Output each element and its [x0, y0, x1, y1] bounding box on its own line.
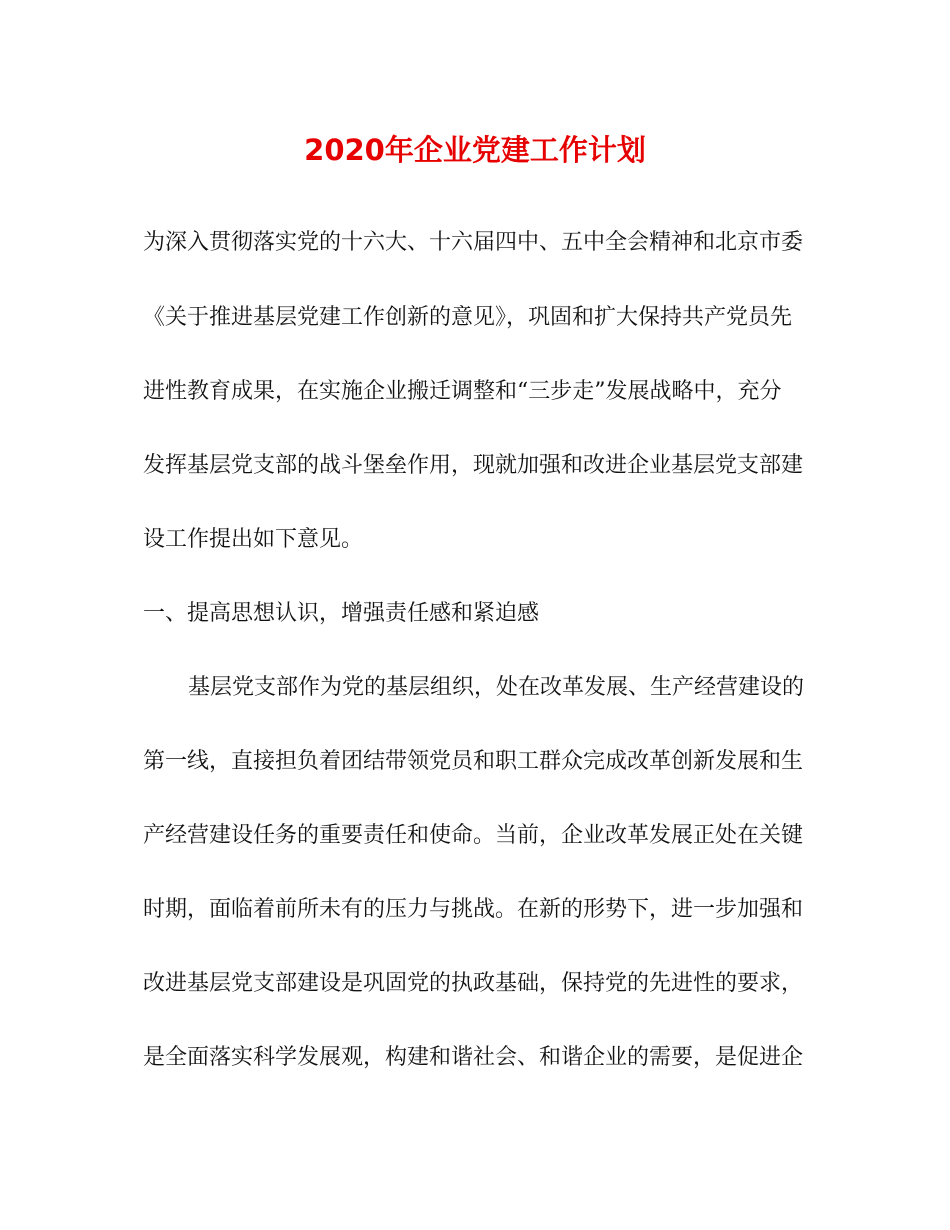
body-line: 改进基层党支部建设是巩固党的执政基础，保持党的先进性的要求，	[143, 971, 804, 996]
body-line: 进性教育成果，在实施企业搬迁调整和“三步走”发展战略中，充分	[143, 379, 782, 404]
body-line: 《关于推进基层党建工作创新的意见》，巩固和扩大保持共产党员先	[143, 305, 793, 330]
document-title: 2020年企业党建工作计划	[304, 133, 646, 167]
body-line: 产经营建设任务的重要责任和使命。当前，企业改革发展正处在关键	[143, 823, 804, 848]
body-line: 设工作提出如下意见。	[143, 527, 364, 552]
body-line: 发挥基层党支部的战斗堡垒作用，现就加强和改进企业基层党支部建	[143, 453, 804, 478]
body-line: 时期，面临着前所未有的压力与挑战。在新的形势下，进一步加强和	[143, 897, 804, 922]
body-line: 为深入贯彻落实党的十六大、十六届四中、五中全会精神和北京市委	[143, 230, 804, 255]
body-line: 是全面落实科学发展观，构建和谐社会、和谐企业的需要，是促进企	[143, 1045, 804, 1070]
body-line: 基层党支部作为党的基层组织，处在改革发展、生产经营建设的	[188, 675, 805, 700]
body-line: 第一线，直接担负着团结带领党员和职工群众完成改革创新发展和生	[143, 749, 804, 774]
section-heading: 一、提高思想认识，增强责任感和紧迫感	[143, 601, 540, 626]
